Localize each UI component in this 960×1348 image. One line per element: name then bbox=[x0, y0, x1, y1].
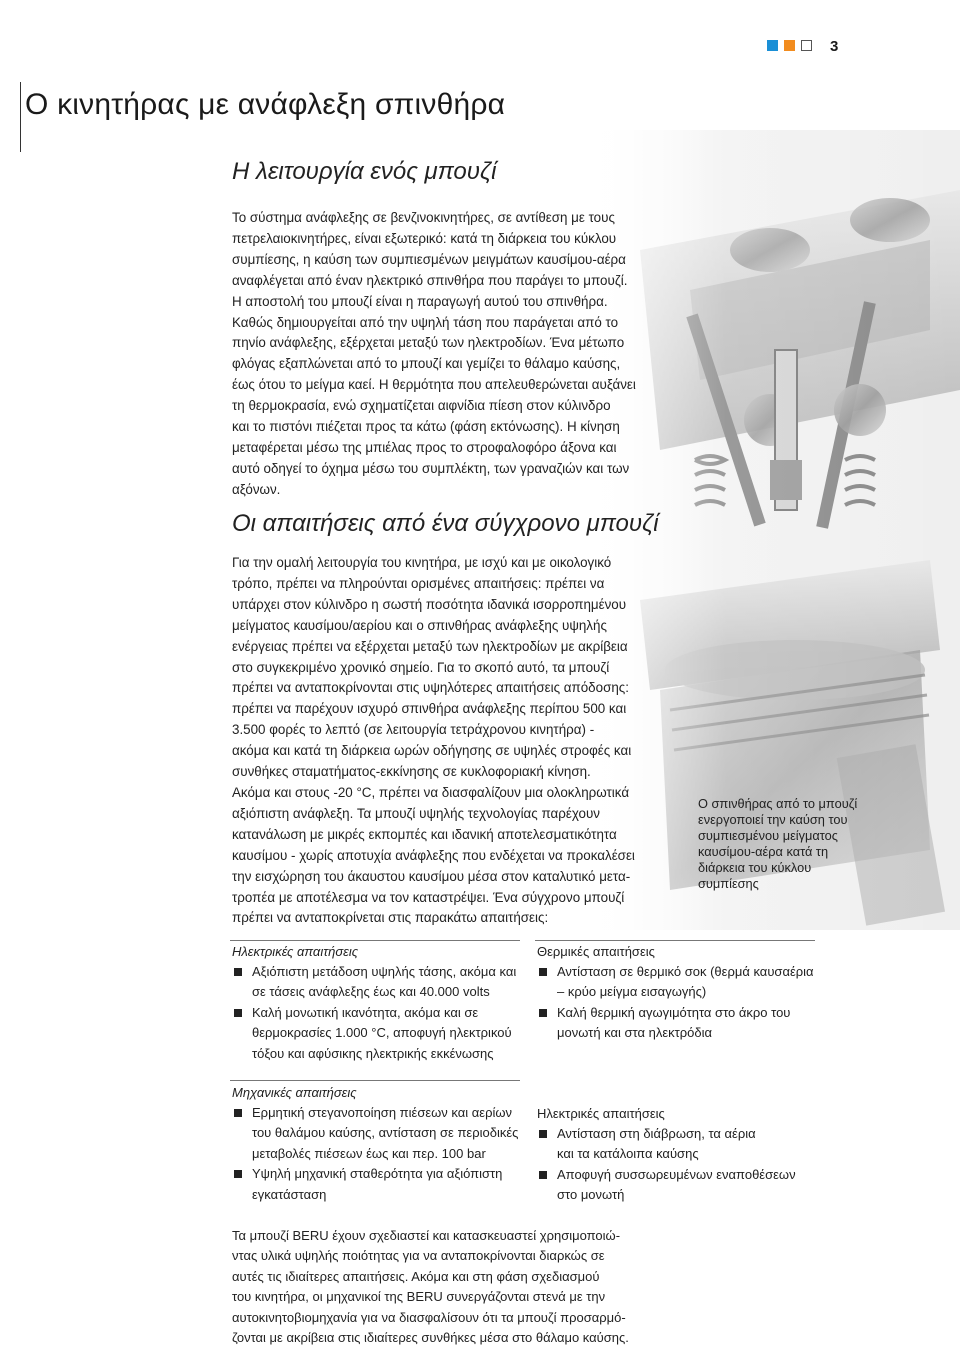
list-item: Αξιόπιστη μετάδοση υψηλής τάσης, ακόμα και σε τάσεις ανάφλεξης έως και 40.000 volts bbox=[232, 962, 532, 1003]
bullet bbox=[234, 1109, 242, 1117]
thermal-requirements-list bbox=[537, 962, 827, 1044]
thermal-requirements-title: Θερμικές απαιτήσεις bbox=[537, 944, 655, 959]
blue-square bbox=[767, 40, 778, 51]
list-item: Αντίσταση στη διάβρωση, τα αέρια και τα κατάλοιπα καύσης bbox=[537, 1124, 827, 1165]
list-item: Αντίσταση σε θερμικό σοκ (θερμά καυσαέρια – κρύο μείγμα εισαγωγής) bbox=[537, 962, 827, 1003]
page-number: 3 bbox=[830, 38, 839, 55]
divider bbox=[230, 940, 520, 941]
title-rule bbox=[20, 82, 21, 152]
electrical-requirements-list bbox=[232, 962, 532, 1064]
electrical-requirements-list-2 bbox=[537, 1124, 827, 1206]
list-item: Υψηλή μηχανική σταθερότητα για αξιόπιστη εγκατάσταση bbox=[232, 1164, 532, 1205]
divider bbox=[535, 940, 815, 941]
outline-square bbox=[801, 40, 812, 51]
bullet bbox=[539, 968, 547, 976]
electrical-requirements-title-2: Ηλεκτρικές απαιτήσεις bbox=[537, 1106, 665, 1121]
bullet bbox=[234, 1170, 242, 1178]
page-title: Ο κινητήρας με ανάφλεξη σπινθήρα bbox=[25, 88, 506, 121]
section-function-paragraph: Το σύστημα ανάφλεξης σε βενζινοκινητήρες, σε αντίθεση με τους πετρελαιοκινητήρες, είναι εξωτερικό: κατά τη διάρκεια του κύκλου συμπίεσης, η καύση των συμπιεσμένων μειγμάτων καυσίμου-αέρα αναφλέγεται από έναν ηλεκτρικό σπινθήρα που παράγει το μπουζί. Η αποστολή του μπουζί είναι η παραγωγή αυτού του σπινθήρα. Καθώς δημιουργείται από την υψηλή τάση που παράγεται από το πηνίο ανάφλεξης, εξέρχεται μεταξύ των ηλεκτροδίων. Ένα μέτωπο φλόγας εξαπλώνεται από το μπουζί και γεμίζει το θάλαμο καύσης, έως ότου το μείγμα καεί. Η θερμότητα που απελευθερώνεται αυξάνει τη θερμοκρασία, ενώ σχηματίζεται αιφνίδια πίεση στον κύλινδρο και το πιστόνι πιέζεται προς τα κάτω (φάση εκτόνωσης). Η κίνηση μεταφέρεται μέσω της μπιέλας προς το στροφαλοφόρο άξονα και αυτό οδηγεί το όχημα μέσω του συμπλέκτη, των γραναζιών και των αξόνων. bbox=[232, 210, 636, 497]
mechanical-requirements-title: Μηχανικές απαιτήσεις bbox=[232, 1085, 357, 1100]
bullet bbox=[234, 1009, 242, 1017]
list-item: Ερμητική στεγανοποίηση πιέσεων και αερίων του θαλάμου καύσης, αντίσταση σε περιοδικές μεταβολές πιέσεων έως και περ. 100 bar bbox=[232, 1103, 532, 1164]
mechanical-requirements-list bbox=[232, 1103, 532, 1205]
list-item: Αποφυγή συσσωρευμένων εναποθέσεων στο μονωτή bbox=[537, 1165, 827, 1206]
list-item: Καλή μονωτική ικανότητα, ακόμα και σε θερμοκρασίες 1.000 °C, αποφυγή ηλεκτρικού τόξου και αφύσικης ηλεκτρικής εκκένωσης bbox=[232, 1003, 532, 1064]
bullet bbox=[539, 1130, 547, 1138]
list-item: Καλή θερμική αγωγιμότητα στο άκρο του μονωτή και στα ηλεκτρόδια bbox=[537, 1003, 827, 1044]
section-heading-function: Η λειτουργία ενός μπουζί bbox=[232, 158, 497, 185]
section-heading-requirements: Οι απαιτήσεις από ένα σύγχρονο μπουζί bbox=[232, 510, 659, 537]
header-squares bbox=[767, 40, 812, 51]
divider bbox=[230, 1080, 520, 1081]
bullet bbox=[539, 1171, 547, 1179]
section-requirements-paragraph: Για την ομαλή λειτουργία του κινητήρα, με ισχύ και με οικολογικό τρόπο, πρέπει να πληρούνται ορισμένες απαιτήσεις: πρέπει να υπάρχει στον κύλινδρο η σωστή ποσότητα ιδανικά ισορροπημένου μείγματος καυσίμου/αερίου και ο σπινθήρας ανάφλεξης υψηλής ενέργειας πρέπει να εξέρχεται μεταξύ των ηλεκτροδίων με ακρίβεια στο συγκεκριμένο χρονικό σημείο. Για το σκοπό αυτό, τα μπουζί πρέπει να ανταποκρίνονται στις υψηλότερες απαιτήσεις απόδοσης: πρέπει να παρέχουν ισχυρό σπινθήρα ανάφλεξης περίπου 500 και 3.500 φορές το λεπτό (σε λειτουργία τετράχρονου κινητήρα) - ακόμα και κατά τη διάρκεια ωρών οδήγησης σε υψηλές στροφές και συνθήκες σταματήματος-εκκίνησης σε κυκλοφοριακή κίνηση. Ακόμα και στους -20 °C, πρέπει να διασφαλίζουν μια ολοκληρωτικά αξιόπιστη ανάφλεξη. Τα μπουζί υψηλής τεχνολογίας παρέχουν κατανάλωση με μικρές εκπομπές και ιδανική αποτελεσματικότητα καυσίμου - χωρίς αποτυχία ανάφλεξης που ενδέχεται να προκαλέσει την εισχώρηση του άκαυστου καυσίμου μέσα στον καταλυτικό μετα- τροπέα με αποτέλεσμα να τον καταστρέψει. Ένα σύγχρονο μπουζί πρέπει να ανταποκρίνεται στις παρακάτω απαιτήσεις: bbox=[232, 555, 635, 926]
orange-square bbox=[784, 40, 795, 51]
bullet bbox=[234, 968, 242, 976]
bullet bbox=[539, 1009, 547, 1017]
closing-paragraph: Τα μπουζί BERU έχουν σχεδιαστεί και κατασκευαστεί χρησιμοποιώ- ντας υλικά υψηλής ποιότητας για να ανταποκρίνονται διαρκώς σε αυτές τις ιδιαίτερες απαιτήσεις. Ακόμα και στη φάση σχεδιασμού του κινητήρα, οι μηχανικοί της BERU συνεργάζονται στενά με την αυτοκινητοβιομηχανία για να διασφαλίσουν ότι τα μπουζί προσαρμό- ζονται με ακρίβεια στις ιδιαίτερες συνθήκες μέσα στο θάλαμο καύσης. bbox=[232, 1228, 629, 1346]
electrical-requirements-title: Ηλεκτρικές απαιτήσεις bbox=[232, 944, 359, 959]
image-caption: Ο σπινθήρας από το μπουζί ενεργοποιεί την καύση του συμπιεσμένου μείγματος καυσίμου-αέρα κατά τη διάρκεια του κύκλου συμπίεσης bbox=[698, 796, 858, 891]
